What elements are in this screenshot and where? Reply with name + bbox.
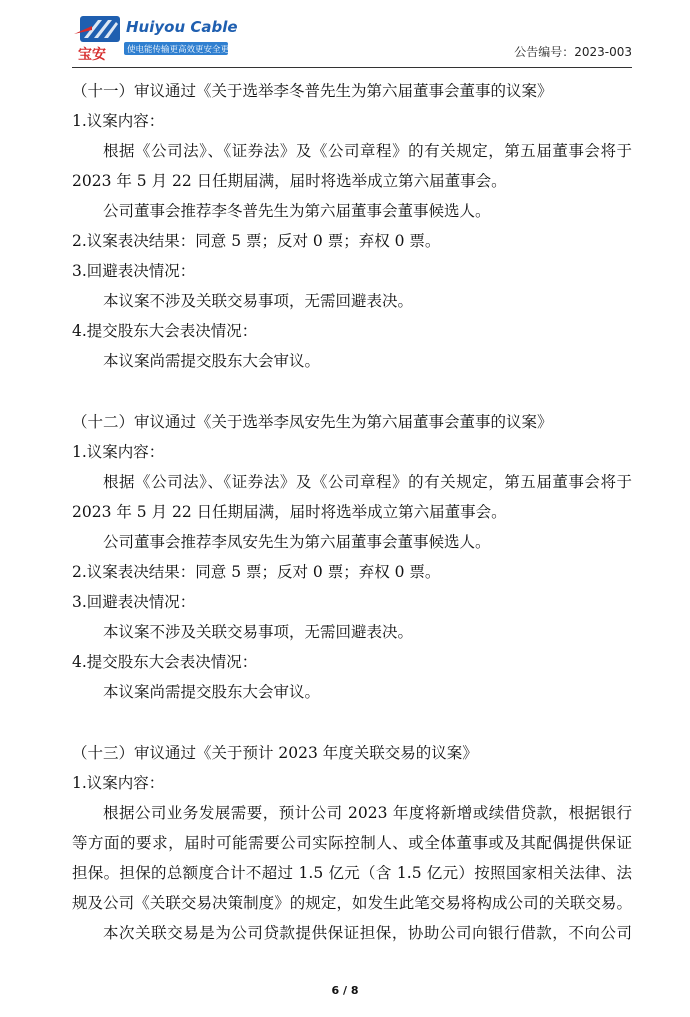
paragraph-line: 根据《公司法》、《证券法》及《公司章程》的有关规定，第五届董事会将于 <box>103 473 632 491</box>
paragraph-line: 根据《公司法》、《证券法》及《公司章程》的有关规定，第五届董事会将于 <box>103 142 632 160</box>
item-label: 4.提交股东大会表决情况： <box>72 653 258 671</box>
vote-result: 2.议案表决结果：同意 5 票；反对 0 票；弃权 0 票。 <box>72 563 441 581</box>
logo-graphic <box>72 12 247 64</box>
section-title: （十二）审议通过《关于选举李凤安先生为第六届董事会董事的议案》 <box>72 413 553 431</box>
vote-result: 2.议案表决结果：同意 5 票；反对 0 票；弃权 0 票。 <box>72 232 441 250</box>
logo-slogan: 使电能传输更高效更安全更绿色 <box>127 45 247 55</box>
resolution-section <box>72 407 632 707</box>
paragraph-line: 2023 年 5 月 22 日任期届满，届时将选举成立第六届董事会。 <box>72 503 507 521</box>
paragraph-line: 本次关联交易是为公司贷款提供保证担保，协助公司向银行借款，不向公司 <box>103 924 632 942</box>
item-label: 4.提交股东大会表决情况： <box>72 322 258 340</box>
item-label: 3.回避表决情况： <box>72 593 196 611</box>
section-spacer <box>72 707 632 738</box>
item-label: 1.议案内容： <box>72 443 165 461</box>
paragraph-line: 本议案不涉及关联交易事项，无需回避表决。 <box>103 623 414 641</box>
item-label: 1.议案内容： <box>72 112 165 130</box>
document-body <box>72 76 632 948</box>
company-logo <box>72 12 247 64</box>
section-title: （十三）审议通过《关于预计 2023 年度关联交易的议案》 <box>72 744 478 762</box>
paragraph-line: 根据公司业务发展需要，预计公司 2023 年度将新增或续借贷款，根据银行 <box>103 804 632 822</box>
section-spacer <box>72 376 632 407</box>
paragraph-line: 公司董事会推荐李冬普先生为第六届董事会董事候选人。 <box>103 202 491 220</box>
logo-brand-cn: 宝安 <box>78 47 106 63</box>
logo-brand-en: Huiyou Cable <box>126 18 238 36</box>
item-label: 3.回避表决情况： <box>72 262 196 280</box>
resolution-section <box>72 76 632 376</box>
paragraph-line: 本议案尚需提交股东大会审议。 <box>103 352 321 370</box>
paragraph-line: 等方面的要求，届时可能需要公司实际控制人、或全体董事或及其配偶提供保证 <box>72 834 632 852</box>
paragraph-line: 公司董事会推荐李凤安先生为第六届董事会董事候选人。 <box>103 533 491 551</box>
paragraph-line: 本议案不涉及关联交易事项，无需回避表决。 <box>103 292 414 310</box>
page-header <box>72 10 632 66</box>
item-label: 1.议案内容： <box>72 774 165 792</box>
paragraph-line: 2023 年 5 月 22 日任期届满，届时将选举成立第六届董事会。 <box>72 172 507 190</box>
page-number: 6 / 8 <box>331 984 359 997</box>
resolution-section <box>72 738 632 948</box>
paragraph-line: 规及公司《关联交易决策制度》的规定，如发生此笔交易将构成公司的关联交易。 <box>72 894 632 912</box>
paragraph-line: 本议案尚需提交股东大会审议。 <box>103 683 321 701</box>
header-divider <box>72 67 632 68</box>
section-title: （十一）审议通过《关于选举李冬普先生为第六届董事会董事的议案》 <box>72 82 553 100</box>
paragraph-line: 担保。担保的总额度合计不超过 1.5 亿元（含 1.5 亿元）按照国家相关法律、法 <box>72 864 632 882</box>
document-number: 公告编号：2023-003 <box>514 45 632 59</box>
